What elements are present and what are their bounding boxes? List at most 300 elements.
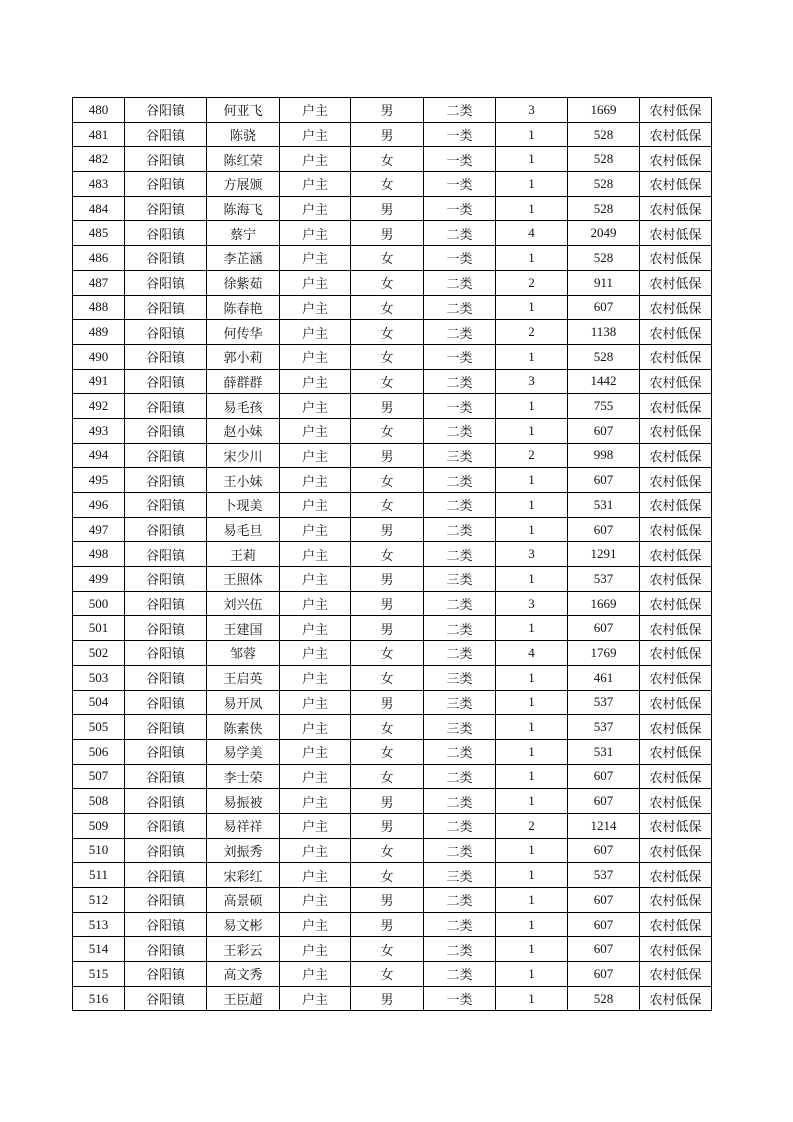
table-row [73,493,712,518]
cell-relation: 户主 [280,813,351,838]
cell-name: 易学美 [207,739,280,764]
cell-name: 易祥祥 [207,813,280,838]
cell-row-number: 481 [73,122,125,147]
cell-town: 谷阳镇 [125,468,207,493]
cell-town: 谷阳镇 [125,764,207,789]
cell-amount: 531 [568,739,640,764]
cell-household-size: 3 [496,542,568,567]
cell-program: 农村低保 [640,962,712,987]
table-row [73,147,712,172]
cell-amount: 607 [568,418,640,443]
cell-gender: 女 [351,295,424,320]
table-row [73,986,712,1011]
cell-household-size: 1 [496,517,568,542]
cell-name: 易文彬 [207,912,280,937]
cell-program: 农村低保 [640,764,712,789]
cell-gender: 女 [351,764,424,789]
cell-town: 谷阳镇 [125,493,207,518]
cell-town: 谷阳镇 [125,863,207,888]
cell-relation: 户主 [280,394,351,419]
cell-gender: 男 [351,616,424,641]
cell-name: 王彩云 [207,937,280,962]
cell-household-size: 3 [496,98,568,123]
cell-category: 二类 [424,764,496,789]
cell-town: 谷阳镇 [125,715,207,740]
cell-category: 二类 [424,838,496,863]
cell-town: 谷阳镇 [125,690,207,715]
cell-program: 农村低保 [640,937,712,962]
table-row [73,665,712,690]
cell-category: 二类 [424,295,496,320]
cell-town: 谷阳镇 [125,147,207,172]
cell-program: 农村低保 [640,418,712,443]
cell-town: 谷阳镇 [125,937,207,962]
cell-program: 农村低保 [640,715,712,740]
cell-amount: 537 [568,567,640,592]
cell-program: 农村低保 [640,320,712,345]
cell-town: 谷阳镇 [125,739,207,764]
cell-relation: 户主 [280,715,351,740]
cell-household-size: 1 [496,937,568,962]
cell-row-number: 485 [73,221,125,246]
cell-relation: 户主 [280,863,351,888]
cell-gender: 女 [351,641,424,666]
cell-relation: 户主 [280,567,351,592]
cell-program: 农村低保 [640,394,712,419]
cell-category: 二类 [424,739,496,764]
cell-relation: 户主 [280,122,351,147]
cell-name: 郭小莉 [207,344,280,369]
cell-amount: 607 [568,468,640,493]
cell-category: 二类 [424,912,496,937]
cell-name: 陈骁 [207,122,280,147]
cell-relation: 户主 [280,147,351,172]
cell-amount: 537 [568,863,640,888]
cell-gender: 女 [351,172,424,197]
cell-gender: 女 [351,542,424,567]
cell-relation: 户主 [280,320,351,345]
cell-program: 农村低保 [640,591,712,616]
cell-relation: 户主 [280,246,351,271]
cell-category: 二类 [424,468,496,493]
cell-household-size: 4 [496,221,568,246]
cell-relation: 户主 [280,493,351,518]
cell-town: 谷阳镇 [125,270,207,295]
cell-category: 二类 [424,221,496,246]
cell-name: 高景硕 [207,888,280,913]
cell-household-size: 4 [496,641,568,666]
cell-town: 谷阳镇 [125,369,207,394]
cell-program: 农村低保 [640,369,712,394]
cell-row-number: 504 [73,690,125,715]
table-row [73,468,712,493]
cell-amount: 607 [568,764,640,789]
cell-relation: 户主 [280,542,351,567]
cell-town: 谷阳镇 [125,418,207,443]
cell-household-size: 2 [496,813,568,838]
cell-row-number: 487 [73,270,125,295]
cell-row-number: 497 [73,517,125,542]
cell-gender: 女 [351,863,424,888]
cell-row-number: 513 [73,912,125,937]
cell-relation: 户主 [280,369,351,394]
cell-household-size: 2 [496,443,568,468]
cell-town: 谷阳镇 [125,813,207,838]
cell-amount: 607 [568,962,640,987]
cell-gender: 女 [351,270,424,295]
cell-amount: 528 [568,147,640,172]
cell-name: 王建国 [207,616,280,641]
table-row [73,320,712,345]
cell-household-size: 1 [496,764,568,789]
cell-amount: 1214 [568,813,640,838]
cell-name: 陈海飞 [207,196,280,221]
table-row [73,394,712,419]
cell-amount: 537 [568,715,640,740]
cell-town: 谷阳镇 [125,517,207,542]
cell-row-number: 506 [73,739,125,764]
cell-gender: 男 [351,986,424,1011]
table-row [73,98,712,123]
table-row [73,789,712,814]
cell-program: 农村低保 [640,517,712,542]
cell-household-size: 1 [496,616,568,641]
cell-household-size: 2 [496,270,568,295]
cell-name: 卜现美 [207,493,280,518]
cell-name: 易开凤 [207,690,280,715]
cell-town: 谷阳镇 [125,641,207,666]
cell-relation: 户主 [280,443,351,468]
cell-household-size: 1 [496,344,568,369]
cell-relation: 户主 [280,888,351,913]
cell-row-number: 514 [73,937,125,962]
cell-program: 农村低保 [640,196,712,221]
cell-row-number: 515 [73,962,125,987]
cell-relation: 户主 [280,764,351,789]
cell-name: 方展颁 [207,172,280,197]
cell-category: 二类 [424,517,496,542]
cell-row-number: 509 [73,813,125,838]
cell-gender: 男 [351,813,424,838]
cell-name: 刘振秀 [207,838,280,863]
cell-household-size: 1 [496,863,568,888]
cell-name: 赵小妹 [207,418,280,443]
cell-relation: 户主 [280,98,351,123]
cell-program: 农村低保 [640,665,712,690]
cell-town: 谷阳镇 [125,246,207,271]
cell-gender: 女 [351,838,424,863]
cell-category: 二类 [424,813,496,838]
cell-household-size: 2 [496,320,568,345]
cell-relation: 户主 [280,690,351,715]
cell-category: 三类 [424,665,496,690]
table-row [73,962,712,987]
cell-program: 农村低保 [640,986,712,1011]
cell-relation: 户主 [280,517,351,542]
cell-amount: 1769 [568,641,640,666]
table-row [73,295,712,320]
cell-relation: 户主 [280,789,351,814]
cell-row-number: 484 [73,196,125,221]
cell-program: 农村低保 [640,493,712,518]
cell-category: 一类 [424,122,496,147]
cell-program: 农村低保 [640,542,712,567]
cell-name: 王小妹 [207,468,280,493]
cell-gender: 男 [351,517,424,542]
cell-gender: 女 [351,369,424,394]
cell-amount: 607 [568,937,640,962]
cell-town: 谷阳镇 [125,616,207,641]
table-row [73,270,712,295]
cell-name: 李士荣 [207,764,280,789]
cell-name: 王臣超 [207,986,280,1011]
cell-amount: 1669 [568,591,640,616]
cell-town: 谷阳镇 [125,98,207,123]
cell-amount: 1138 [568,320,640,345]
cell-category: 二类 [424,641,496,666]
cell-row-number: 486 [73,246,125,271]
cell-gender: 女 [351,418,424,443]
cell-row-number: 512 [73,888,125,913]
cell-relation: 户主 [280,986,351,1011]
cell-name: 王照体 [207,567,280,592]
cell-relation: 户主 [280,912,351,937]
table-row [73,369,712,394]
cell-category: 二类 [424,270,496,295]
cell-program: 农村低保 [640,443,712,468]
cell-name: 王莉 [207,542,280,567]
cell-relation: 户主 [280,616,351,641]
cell-name: 陈素侠 [207,715,280,740]
table-row [73,715,712,740]
cell-row-number: 490 [73,344,125,369]
cell-amount: 537 [568,690,640,715]
cell-amount: 528 [568,122,640,147]
cell-town: 谷阳镇 [125,986,207,1011]
cell-gender: 男 [351,888,424,913]
cell-category: 二类 [424,888,496,913]
cell-household-size: 3 [496,591,568,616]
table-row [73,418,712,443]
table-row [73,591,712,616]
cell-household-size: 1 [496,665,568,690]
cell-town: 谷阳镇 [125,196,207,221]
cell-program: 农村低保 [640,739,712,764]
cell-category: 二类 [424,369,496,394]
cell-amount: 911 [568,270,640,295]
cell-program: 农村低保 [640,567,712,592]
cell-household-size: 1 [496,196,568,221]
cell-gender: 男 [351,394,424,419]
cell-row-number: 480 [73,98,125,123]
cell-town: 谷阳镇 [125,838,207,863]
cell-program: 农村低保 [640,122,712,147]
cell-gender: 女 [351,468,424,493]
cell-gender: 女 [351,246,424,271]
cell-category: 三类 [424,863,496,888]
cell-relation: 户主 [280,270,351,295]
cell-gender: 女 [351,493,424,518]
cell-town: 谷阳镇 [125,320,207,345]
table-row [73,517,712,542]
cell-category: 三类 [424,715,496,740]
cell-gender: 男 [351,98,424,123]
cell-category: 二类 [424,493,496,518]
cell-town: 谷阳镇 [125,295,207,320]
cell-amount: 755 [568,394,640,419]
table-row [73,690,712,715]
cell-relation: 户主 [280,665,351,690]
cell-program: 农村低保 [640,641,712,666]
cell-amount: 528 [568,344,640,369]
cell-town: 谷阳镇 [125,221,207,246]
cell-row-number: 507 [73,764,125,789]
cell-name: 易振被 [207,789,280,814]
cell-amount: 528 [568,246,640,271]
cell-relation: 户主 [280,295,351,320]
cell-program: 农村低保 [640,690,712,715]
cell-row-number: 488 [73,295,125,320]
cell-relation: 户主 [280,418,351,443]
cell-category: 二类 [424,591,496,616]
cell-town: 谷阳镇 [125,344,207,369]
cell-program: 农村低保 [640,172,712,197]
cell-category: 一类 [424,394,496,419]
cell-program: 农村低保 [640,912,712,937]
table-row [73,912,712,937]
cell-amount: 528 [568,986,640,1011]
cell-household-size: 1 [496,838,568,863]
cell-household-size: 1 [496,715,568,740]
cell-household-size: 1 [496,690,568,715]
cell-row-number: 492 [73,394,125,419]
table-row [73,616,712,641]
cell-household-size: 1 [496,246,568,271]
cell-household-size: 1 [496,295,568,320]
cell-category: 二类 [424,542,496,567]
cell-household-size: 1 [496,739,568,764]
cell-program: 农村低保 [640,344,712,369]
cell-program: 农村低保 [640,813,712,838]
cell-town: 谷阳镇 [125,591,207,616]
cell-category: 一类 [424,196,496,221]
table-row [73,739,712,764]
table-row [73,863,712,888]
cell-category: 一类 [424,344,496,369]
table-row [73,567,712,592]
cell-household-size: 1 [496,468,568,493]
cell-program: 农村低保 [640,863,712,888]
cell-row-number: 489 [73,320,125,345]
cell-household-size: 1 [496,888,568,913]
cell-row-number: 501 [73,616,125,641]
cell-gender: 男 [351,789,424,814]
table-row [73,246,712,271]
cell-gender: 男 [351,567,424,592]
cell-town: 谷阳镇 [125,567,207,592]
cell-relation: 户主 [280,344,351,369]
cell-town: 谷阳镇 [125,443,207,468]
cell-relation: 户主 [280,591,351,616]
cell-category: 二类 [424,962,496,987]
cell-amount: 528 [568,172,640,197]
cell-name: 何亚飞 [207,98,280,123]
cell-name: 易毛孩 [207,394,280,419]
cell-amount: 2049 [568,221,640,246]
cell-gender: 男 [351,591,424,616]
cell-name: 高文秀 [207,962,280,987]
cell-gender: 男 [351,912,424,937]
cell-row-number: 503 [73,665,125,690]
cell-category: 一类 [424,147,496,172]
cell-amount: 607 [568,888,640,913]
cell-program: 农村低保 [640,468,712,493]
cell-category: 二类 [424,320,496,345]
cell-row-number: 516 [73,986,125,1011]
cell-town: 谷阳镇 [125,962,207,987]
cell-category: 一类 [424,986,496,1011]
cell-town: 谷阳镇 [125,122,207,147]
cell-name: 刘兴伍 [207,591,280,616]
table-row [73,838,712,863]
cell-row-number: 496 [73,493,125,518]
cell-gender: 男 [351,122,424,147]
cell-gender: 女 [351,715,424,740]
cell-household-size: 1 [496,567,568,592]
cell-category: 二类 [424,937,496,962]
cell-category: 二类 [424,789,496,814]
cell-row-number: 500 [73,591,125,616]
cell-amount: 1669 [568,98,640,123]
table-row [73,641,712,666]
cell-household-size: 3 [496,369,568,394]
cell-household-size: 1 [496,493,568,518]
cell-gender: 女 [351,344,424,369]
cell-row-number: 505 [73,715,125,740]
cell-relation: 户主 [280,221,351,246]
table-row [73,221,712,246]
cell-name: 陈红荣 [207,147,280,172]
cell-household-size: 1 [496,789,568,814]
cell-category: 三类 [424,567,496,592]
cell-amount: 607 [568,912,640,937]
cell-row-number: 502 [73,641,125,666]
cell-category: 三类 [424,443,496,468]
cell-household-size: 1 [496,418,568,443]
cell-gender: 女 [351,147,424,172]
cell-name: 易毛旦 [207,517,280,542]
cell-relation: 户主 [280,838,351,863]
cell-relation: 户主 [280,468,351,493]
cell-program: 农村低保 [640,888,712,913]
cell-amount: 531 [568,493,640,518]
cell-program: 农村低保 [640,616,712,641]
cell-row-number: 491 [73,369,125,394]
cell-category: 一类 [424,246,496,271]
cell-program: 农村低保 [640,295,712,320]
table-row [73,443,712,468]
cell-relation: 户主 [280,962,351,987]
cell-row-number: 511 [73,863,125,888]
cell-category: 三类 [424,690,496,715]
table-row [73,172,712,197]
cell-amount: 998 [568,443,640,468]
cell-household-size: 1 [496,986,568,1011]
cell-category: 二类 [424,418,496,443]
cell-name: 何传华 [207,320,280,345]
cell-name: 陈春艳 [207,295,280,320]
cell-household-size: 1 [496,147,568,172]
